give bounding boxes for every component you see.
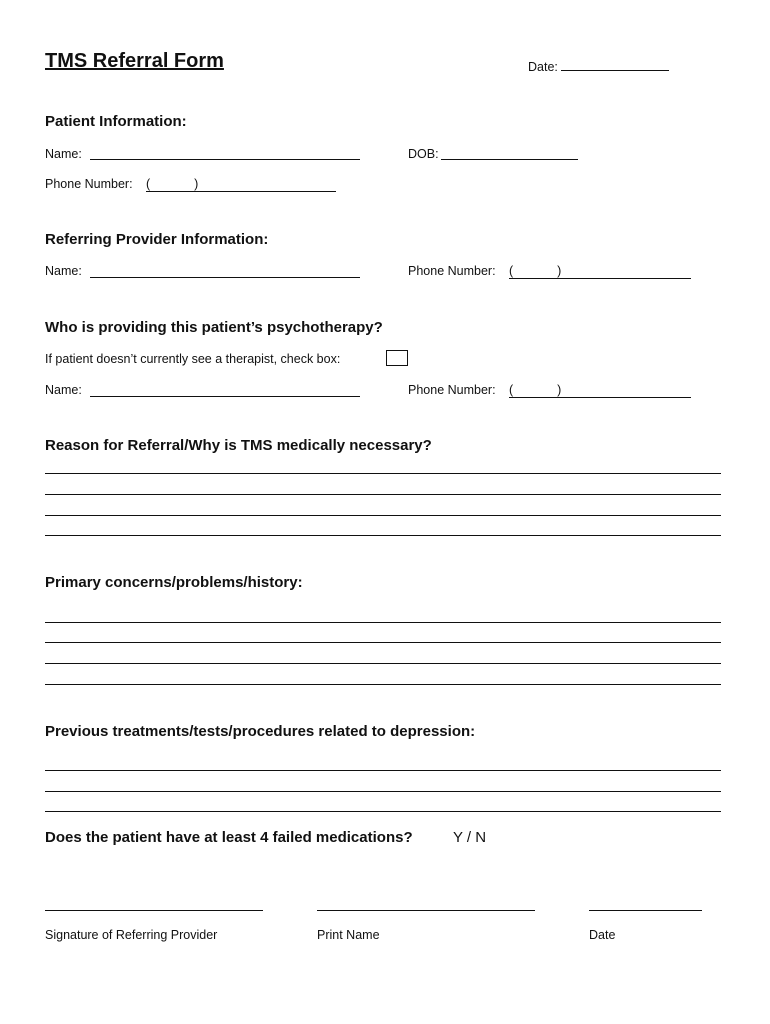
patient-phone-label: Phone Number: xyxy=(45,177,133,191)
patient-information-heading: Patient Information: xyxy=(45,113,187,130)
therapist-phone-input-line[interactable] xyxy=(509,397,691,398)
failed-medications-question: Does the patient have at least 4 failed medications? xyxy=(45,829,413,846)
referring-provider-heading: Referring Provider Information: xyxy=(45,231,269,248)
provider-phone-input-line[interactable] xyxy=(509,278,691,279)
reason-line-3[interactable] xyxy=(45,515,721,516)
psychotherapy-heading: Who is providing this patient’s psychotherapy? xyxy=(45,319,383,336)
reason-line-1[interactable] xyxy=(45,473,721,474)
provider-phone-parens: ( ) xyxy=(509,264,562,278)
date-input-line[interactable] xyxy=(561,58,669,71)
signature-input-line[interactable] xyxy=(45,910,263,911)
concerns-line-3[interactable] xyxy=(45,663,721,664)
date-label: Date: xyxy=(528,60,558,74)
signature-date-label: Date xyxy=(589,928,616,942)
provider-phone-label: Phone Number: xyxy=(408,264,496,278)
patient-name-label: Name: xyxy=(45,147,82,161)
treatments-line-2[interactable] xyxy=(45,791,721,792)
patient-dob-label: DOB: xyxy=(408,147,439,161)
signature-label: Signature of Referring Provider xyxy=(45,928,218,942)
provider-name-input-line[interactable] xyxy=(90,277,360,278)
concerns-line-4[interactable] xyxy=(45,684,721,685)
therapist-phone-label: Phone Number: xyxy=(408,383,496,397)
previous-treatments-heading: Previous treatments/tests/procedures related to depression: xyxy=(45,723,476,740)
reason-for-referral-heading: Reason for Referral/Why is TMS medically necessary? xyxy=(45,437,432,454)
patient-phone-input-line[interactable] xyxy=(146,191,336,192)
patient-phone-parens: ( ) xyxy=(146,177,199,191)
signature-date-input-line[interactable] xyxy=(589,910,702,911)
patient-name-input-line[interactable] xyxy=(90,159,360,160)
concerns-line-1[interactable] xyxy=(45,622,721,623)
no-therapist-checkbox-label: If patient doesn’t currently see a therapist, check box: xyxy=(45,352,341,366)
therapist-phone-parens: ( ) xyxy=(509,383,562,397)
treatments-line-3[interactable] xyxy=(45,811,721,812)
patient-dob-input-line[interactable] xyxy=(441,159,578,160)
print-name-label: Print Name xyxy=(317,928,380,942)
date-field xyxy=(528,58,669,74)
therapist-name-label: Name: xyxy=(45,383,82,397)
no-therapist-checkbox[interactable] xyxy=(386,350,408,366)
print-name-input-line[interactable] xyxy=(317,910,535,911)
reason-line-4[interactable] xyxy=(45,535,721,536)
therapist-name-input-line[interactable] xyxy=(90,396,360,397)
form-title: TMS Referral Form xyxy=(45,50,224,72)
provider-name-label: Name: xyxy=(45,264,82,278)
primary-concerns-heading: Primary concerns/problems/history: xyxy=(45,574,303,591)
concerns-line-2[interactable] xyxy=(45,642,721,643)
reason-line-2[interactable] xyxy=(45,494,721,495)
treatments-line-1[interactable] xyxy=(45,770,721,771)
failed-medications-answer[interactable]: Y / N xyxy=(453,829,487,846)
